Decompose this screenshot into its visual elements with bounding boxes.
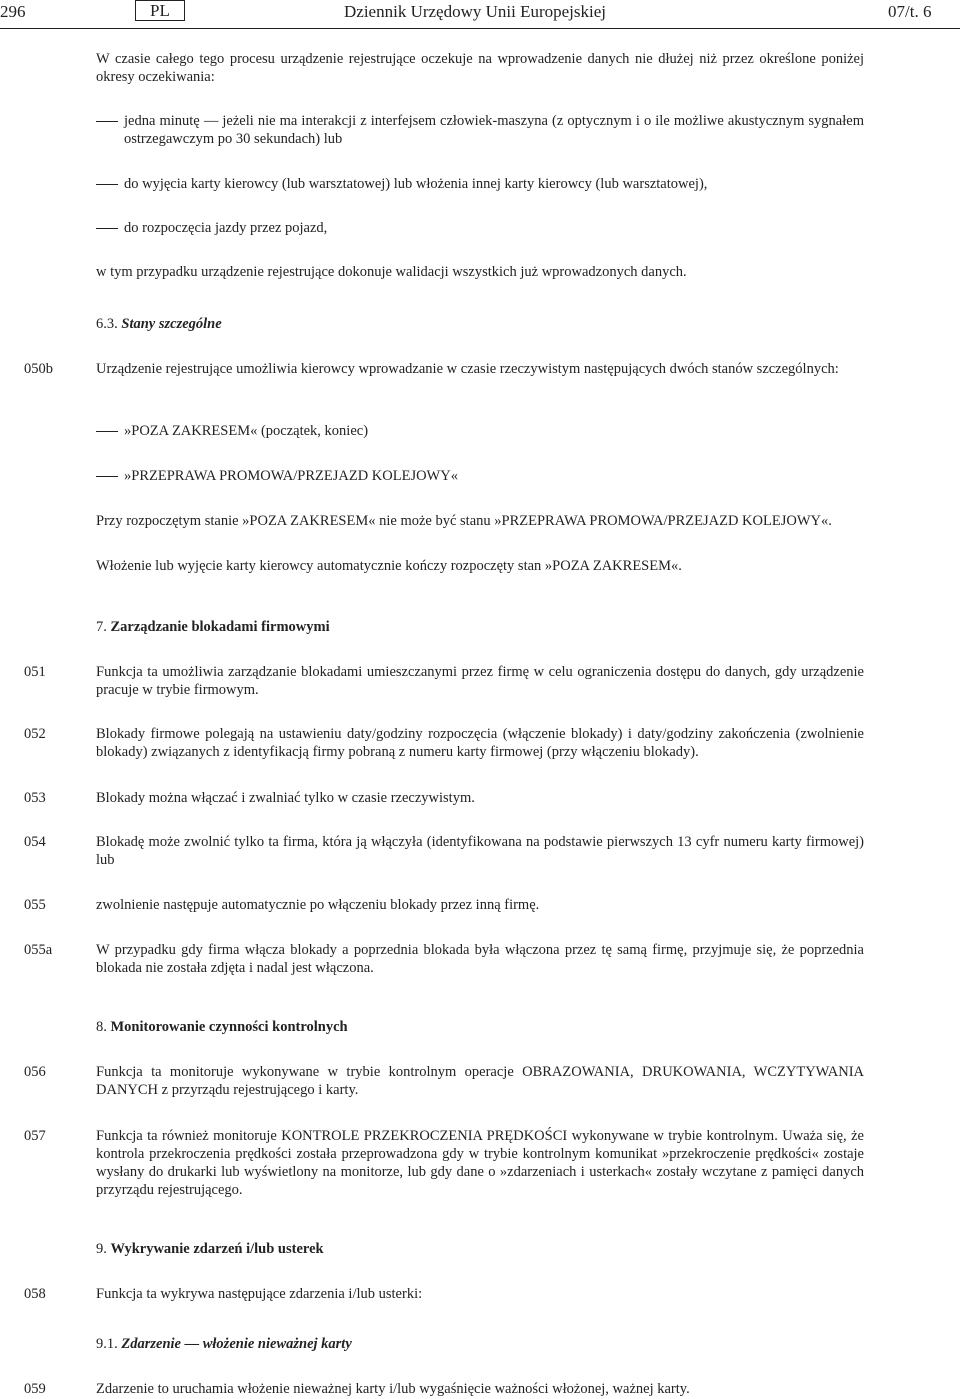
requirement-text: Funkcja ta również monitoruje KONTROLE PRZEKROCZENIA PRĘDKOŚCI wykonywane w trybie kontrolnym. Uważa się, że kontrola przekroczenia prędkości została przeprowadzona gdy w trybie kontrolnym komunikat »przekroczenie prędkości« zostaje wysłany do drukarki lub wyświetlony na monitorze, lub gdy dane o »zdarzeniach i usterkach« zostały wczytane z pamięci danych przyrządu rejestrującego. [96, 1128, 864, 1198]
requirement-id: 059 [24, 1381, 46, 1397]
page-number: 296 [0, 2, 26, 21]
intro-item-1: jedna minutę — jeżeli nie ma interakcji z interfejsem człowiek-maszyna (z optycznym i o ile możliwe akustycznym sygnałem ostrzegawczym po 30 sekundach) lub [124, 113, 864, 147]
journal-title: Dziennik Urzędowy Unii Europejskiej [344, 2, 607, 21]
requirement-id: 052 [24, 726, 46, 742]
bullet-dash [96, 121, 118, 122]
bullet-dash [96, 228, 118, 229]
requirement-text: Blokadę może zwolnić tylko ta firma, która ją włączyła (identyfikowana na podstawie pierwszych 13 cyfr numeru karty firmowej) lub [96, 834, 864, 868]
section-number: 9. [96, 1241, 107, 1257]
requirement-id: 056 [24, 1064, 46, 1080]
intro-item-2: do wyjęcia karty kierowcy (lub warsztatowej) lub włożenia innej karty kierowcy (lub warsztatowej), [124, 176, 708, 192]
requirement-text: Urządzenie rejestrujące umożliwia kierowcy wprowadzanie w czasie rzeczywistym następujących dwóch stanów szczególnych: [96, 361, 839, 377]
section-title-part-2: włożenie nieważnej karty [202, 1336, 352, 1352]
section-heading-7 [96, 618, 330, 636]
language-code: PL [135, 0, 185, 21]
requirement-text: Funkcja ta wykrywa następujące zdarzenia i/lub usterki: [96, 1286, 423, 1302]
intro-paragraph: W czasie całego tego procesu urządzenie rejestrujące oczekuje na wprowadzenie danych nie dłużej niż przez określone poniżej okresy oczekiwania: [96, 51, 864, 85]
requirement-id: 053 [24, 790, 46, 806]
requirement-id: 054 [24, 834, 46, 850]
section-number: 6.3. [96, 316, 118, 332]
bullet-dash [96, 184, 118, 185]
section-heading-8 [96, 1018, 348, 1036]
requirement-id: 051 [24, 664, 46, 680]
requirement-text: W przypadku gdy firma włącza blokady a poprzednia blokada była włączona przez tę samą firmę, przyjmuje się, że poprzednia blokada nie została zdjęta i nadal jest włączona. [96, 942, 864, 976]
section-title: Wykrywanie zdarzeń i/lub usterek [110, 1241, 324, 1257]
requirement-text: Blokady firmowe polegają na ustawieniu daty/godziny rozpoczęcia (włączenie blokady) i daty/godziny zakończenia (zwolnienie blokady) związanych z identyfikacją firmy pobraną z numeru karty firmowej (przy włączeniu blokady). [96, 726, 864, 760]
bullet-dash [96, 476, 118, 477]
page-header [0, 0, 960, 24]
section-title-part-1: Zdarzenie [121, 1336, 181, 1352]
requirement-text: Funkcja ta monitoruje wykonywane w trybie kontrolnym operacje OBRAZOWANIA, DRUKOWANIA, WCZYTYWANIA DANYCH z przyrządu rejestrującego i karty. [96, 1064, 864, 1098]
requirement-text: Zdarzenie to uruchamia włożenie nieważnej karty i/lub wygaśnięcie ważności włożonej, ważnej karty. [96, 1381, 690, 1397]
requirement-id: 057 [24, 1128, 46, 1144]
bullet-dash [96, 431, 118, 432]
title-dash: — [184, 1336, 200, 1352]
section-title: Stany szczególne [121, 316, 222, 332]
requirement-text: Blokady można włączać i zwalniać tylko w czasie rzeczywistym. [96, 790, 475, 806]
issue-date: 07/t. 6 [888, 2, 932, 21]
section-number: 8. [96, 1019, 107, 1035]
state-item-2: »PRZEPRAWA PROMOWA/PRZEJAZD KOLEJOWY« [124, 468, 458, 484]
requirement-id: 055a [24, 942, 53, 958]
state-paragraph-2: Włożenie lub wyjęcie karty kierowcy automatycznie kończy rozpoczęty stan »POZA ZAKRESEM«. [96, 558, 682, 574]
section-number: 7. [96, 619, 107, 635]
requirement-text: Funkcja ta umożliwia zarządzanie blokadami umieszczanymi przez firmę w celu ograniczenia dostępu do danych, gdy urządzenie pracuje w trybie firmowym. [96, 664, 864, 698]
header-divider [0, 28, 960, 29]
section-heading-9-1 [96, 1335, 352, 1353]
state-paragraph-1: Przy rozpoczętym stanie »POZA ZAKRESEM« nie może być stanu »PRZEPRAWA PROMOWA/PRZEJAZD KOLEJOWY«. [96, 513, 832, 529]
intro-closing: w tym przypadku urządzenie rejestrujące dokonuje walidacji wszystkich już wprowadzonych danych. [96, 264, 687, 280]
section-heading-9 [96, 1240, 324, 1258]
section-title: Monitorowanie czynności kontrolnych [110, 1019, 348, 1035]
requirement-text: zwolnienie następuje automatycznie po włączeniu blokady przez inną firmę. [96, 897, 540, 913]
section-title: Zarządzanie blokadami firmowymi [110, 619, 330, 635]
section-heading-6-3 [96, 315, 222, 333]
requirement-id: 058 [24, 1286, 46, 1302]
state-item-1: »POZA ZAKRESEM« (początek, koniec) [124, 423, 369, 439]
requirement-id: 050b [24, 361, 53, 377]
requirement-id: 055 [24, 897, 46, 913]
section-number: 9.1. [96, 1336, 118, 1352]
intro-item-3: do rozpoczęcia jazdy przez pojazd, [124, 220, 328, 236]
